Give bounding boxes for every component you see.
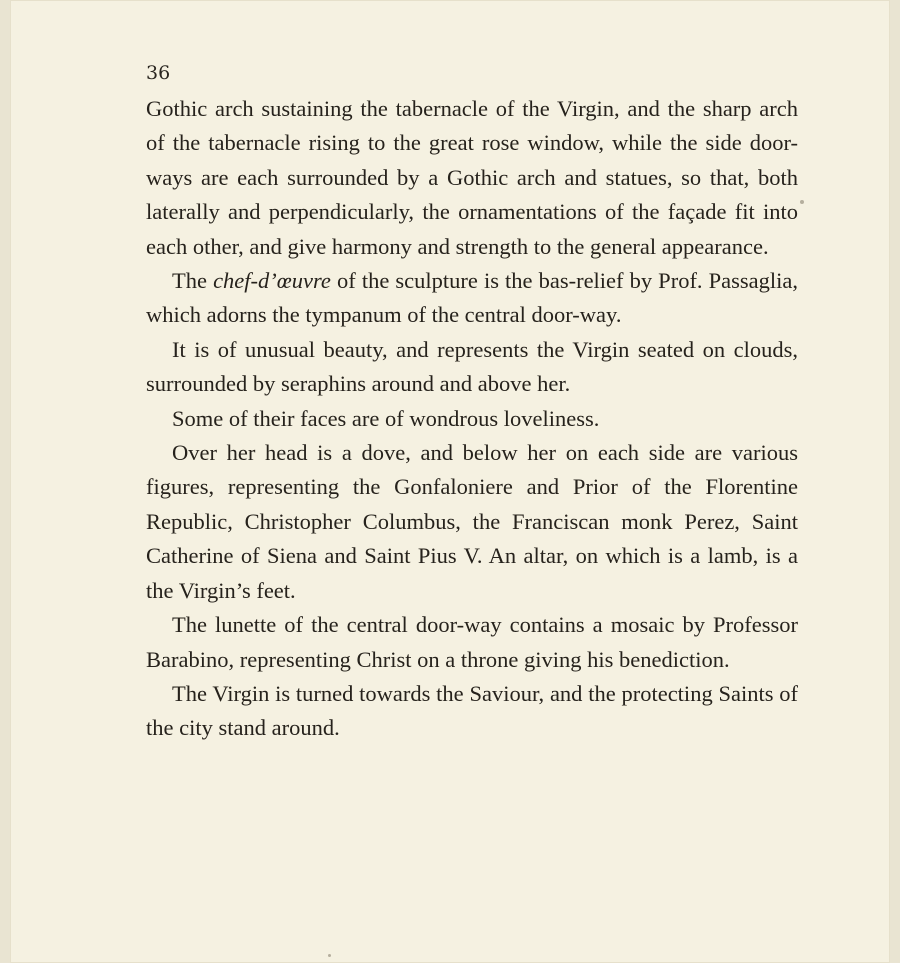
paragraph-3: It is of unusual beauty, and represents the Virgin seated on clouds, surrounded by seraphins around and above her. [146, 336, 798, 397]
paragraph-2-italic: chef-d’œuvre [213, 268, 331, 294]
paper-speck [328, 954, 331, 957]
body-text [146, 92, 798, 746]
paragraph-1: Gothic arch sustaining the tabernacle of the Virgin, and the sharp arch of the tabernacle rising to the great rose window, while the side door-ways are each surrounded by a Gothic arch and statues, so that, both laterally and perpendicularly, the ornamentations of the façade fit into each other, and give harmony and strength to the general appearance. [146, 96, 798, 259]
paragraph-5: Over her head is a dove, and below her on each side are various figures, representing the Gonfaloniere and Prior of the Florentine Republic, Christopher Columbus, the Franciscan monk Perez, Saint Catherine of Siena and Saint Pius V. An altar, on which is a lamb, is a the Virgin’s feet. [146, 440, 798, 603]
paragraph-2-before: The [172, 268, 214, 294]
paragraph-2-after: of the sculpture is the bas-relief by Prof. Passaglia, which adorns the tympanum of the central door-way. [146, 268, 798, 328]
paragraph-4: Some of their faces are of wondrous loveliness. [172, 405, 600, 431]
page-number: 36 [146, 62, 171, 84]
book-page [10, 0, 890, 963]
paragraph-2 [146, 264, 798, 333]
paragraph-7: The Virgin is turned towards the Saviour, and the protecting Saints of the city stand around. [146, 680, 798, 741]
paper-speck [800, 200, 804, 204]
paragraph-6: The lunette of the central door-way contains a mosaic by Professor Barabino, representing Christ on a throne giving his benediction. [146, 612, 798, 672]
